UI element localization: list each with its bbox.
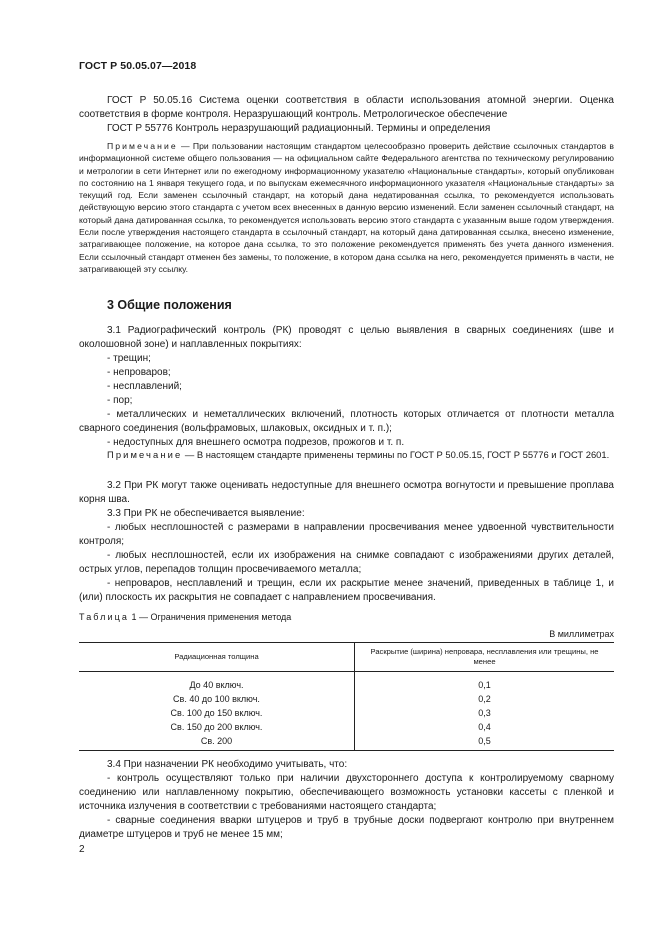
table-row	[79, 720, 614, 734]
column-header-thickness: Радиационная толщина	[79, 643, 355, 672]
paragraph-3-1: 3.1 Радиографический контроль (РК) проводят с целью выявления в сварных соединениях (шве и околошовной зоне) и наплавленных покрытиях:	[79, 325, 614, 350]
note-label: Примечание	[107, 141, 178, 151]
section-title: 3 Общие положения	[107, 298, 232, 312]
note-block	[79, 448, 614, 462]
reference-item: ГОСТ Р 55776 Контроль неразрушающий радиационный. Термины и определения	[107, 123, 491, 134]
table-row	[79, 672, 614, 693]
list-item: - контроль осуществляют только при наличии двухстороннего доступа к контролируемому сварному соединению или наплавленному покрытию, обеспечивающего возможность установки кассеты с пленкой и источника излучения в соответствии с требованиями настоящего стандарта;	[79, 773, 614, 812]
cell-opening: 0,3	[478, 708, 491, 718]
cell-thickness: Св. 200	[79, 734, 355, 751]
running-header: ГОСТ Р 50.05.07—2018	[79, 60, 197, 72]
list-item: - непроваров, несплавлений и трещин, если их раскрытие менее значений, приведенных в таблице 1, и (или) плоскость их раскрытия не совпадает с направлением просвечивания.	[79, 578, 614, 603]
note-paragraph	[79, 140, 614, 275]
cell-opening: 0,1	[478, 680, 491, 690]
cell-thickness: Св. 40 до 100 включ.	[79, 692, 355, 706]
list-item: - недоступных для внешнего осмотра подрезов, прожогов и т. п.	[107, 437, 405, 448]
cell-thickness: Св. 100 до 150 включ.	[79, 706, 355, 720]
note-text: — При пользовании настоящим стандартом целесообразно проверить действие ссылочных стандартов в информационной системе общего пользования — на официальном сайте Федерального агентства по техническому регулированию и метрологии в сети Интернет или по ежегодному информационному указателю «Национальные стандарты», который опубликован по состоянию на 1 января текущего года, и по выпускам ежемесячного информационного указателя «Национальные стандарты» за текущий год. Если заменен ссылочный стандарт, на который дана недатированная ссылка, то рекомендуется использовать действующую версию этого стандарта с учетом всех внесенных в данную версию изменений. Если заменен ссылочный стандарт, на который дана датированная ссылка, то рекомендуется использовать версию этого стандарта с указанным выше годом утверждения. Если после утверждения настоящего стандарта в ссылочный стандарт, на который дана датированная ссылка, внесено изменение, затрагивающее положение, на которое дана ссылка, то это положение рекомендуется применять без учета данного изменения. Если ссылочный стандарт отменен без замены, то положение, в котором дана ссылка на него, рекомендуется применять в части, не затрагивающей эту ссылку.	[79, 141, 614, 274]
list-item: - любых несплошностей, если их изображения на снимке совпадают с изображениями других деталей, острых углов, перепадов толщин просвечиваемого металла;	[79, 550, 614, 575]
section-3-1	[79, 324, 614, 450]
paragraph-3-3: 3.3 При РК не обеспечивается выявление:	[107, 508, 305, 519]
limits-table	[79, 642, 614, 751]
reference-item: ГОСТ Р 50.05.16 Система оценки соответствия в области использования атомной энергии. Оценка соответствия в форме контроля. Неразрушающий контроль. Метрологическое обеспечение	[79, 95, 614, 120]
table-row	[79, 692, 614, 706]
table-caption-text: 1 — Ограничения применения метода	[131, 612, 292, 622]
note-block	[79, 140, 614, 275]
list-item: - трещин;	[107, 353, 151, 364]
list-item: - несплавлений;	[107, 381, 182, 392]
table-row	[79, 734, 614, 751]
list-item: - металлических и неметаллических включений, плотность которых отличается от плотности металла сварного соединения (вольфрамовых, шлаковых, оксидных и т. п.);	[79, 409, 614, 434]
table-row	[79, 706, 614, 720]
note-label: Примечание	[107, 449, 183, 460]
list-item: - пор;	[107, 395, 133, 406]
references-block	[79, 94, 614, 136]
cell-thickness: Св. 150 до 200 включ.	[79, 720, 355, 734]
note-text: — В настоящем стандарте применены термины по ГОСТ Р 50.05.15, ГОСТ Р 55776 и ГОСТ 2601.	[184, 449, 610, 460]
section-3-4	[79, 758, 614, 842]
list-item: - любых несплошностей с размерами в направлении просвечивания менее удвоенной чувствительности контроля;	[79, 522, 614, 547]
table-caption	[79, 612, 291, 622]
table-units: В миллиметрах	[549, 629, 614, 639]
table-header-row	[79, 643, 614, 672]
cell-thickness: До 40 включ.	[79, 672, 355, 693]
cell-opening: 0,5	[355, 734, 615, 751]
table-caption-label: Таблица	[79, 612, 129, 622]
list-item: - сварные соединения вварки штуцеров и труб в трубные доски подвергают контролю при внутреннем диаметре штуцеров и труб не менее 15 мм;	[79, 815, 614, 840]
paragraph-3-2: 3.2 При РК могут также оценивать недоступные для внешнего осмотра вогнутости и превышение проплава корня шва.	[79, 480, 614, 505]
section-3-2-3-3	[79, 479, 614, 605]
paragraph-3-4: 3.4 При назначении РК необходимо учитывать, что:	[107, 759, 348, 770]
cell-opening: 0,2	[478, 694, 491, 704]
column-header-opening: Раскрытие (ширина) непровара, несплавления или трещины, не менее	[355, 643, 615, 672]
cell-opening: 0,4	[478, 722, 491, 732]
note-paragraph	[79, 448, 614, 462]
page-number: 2	[79, 844, 85, 855]
list-item: - непроваров;	[107, 367, 171, 378]
